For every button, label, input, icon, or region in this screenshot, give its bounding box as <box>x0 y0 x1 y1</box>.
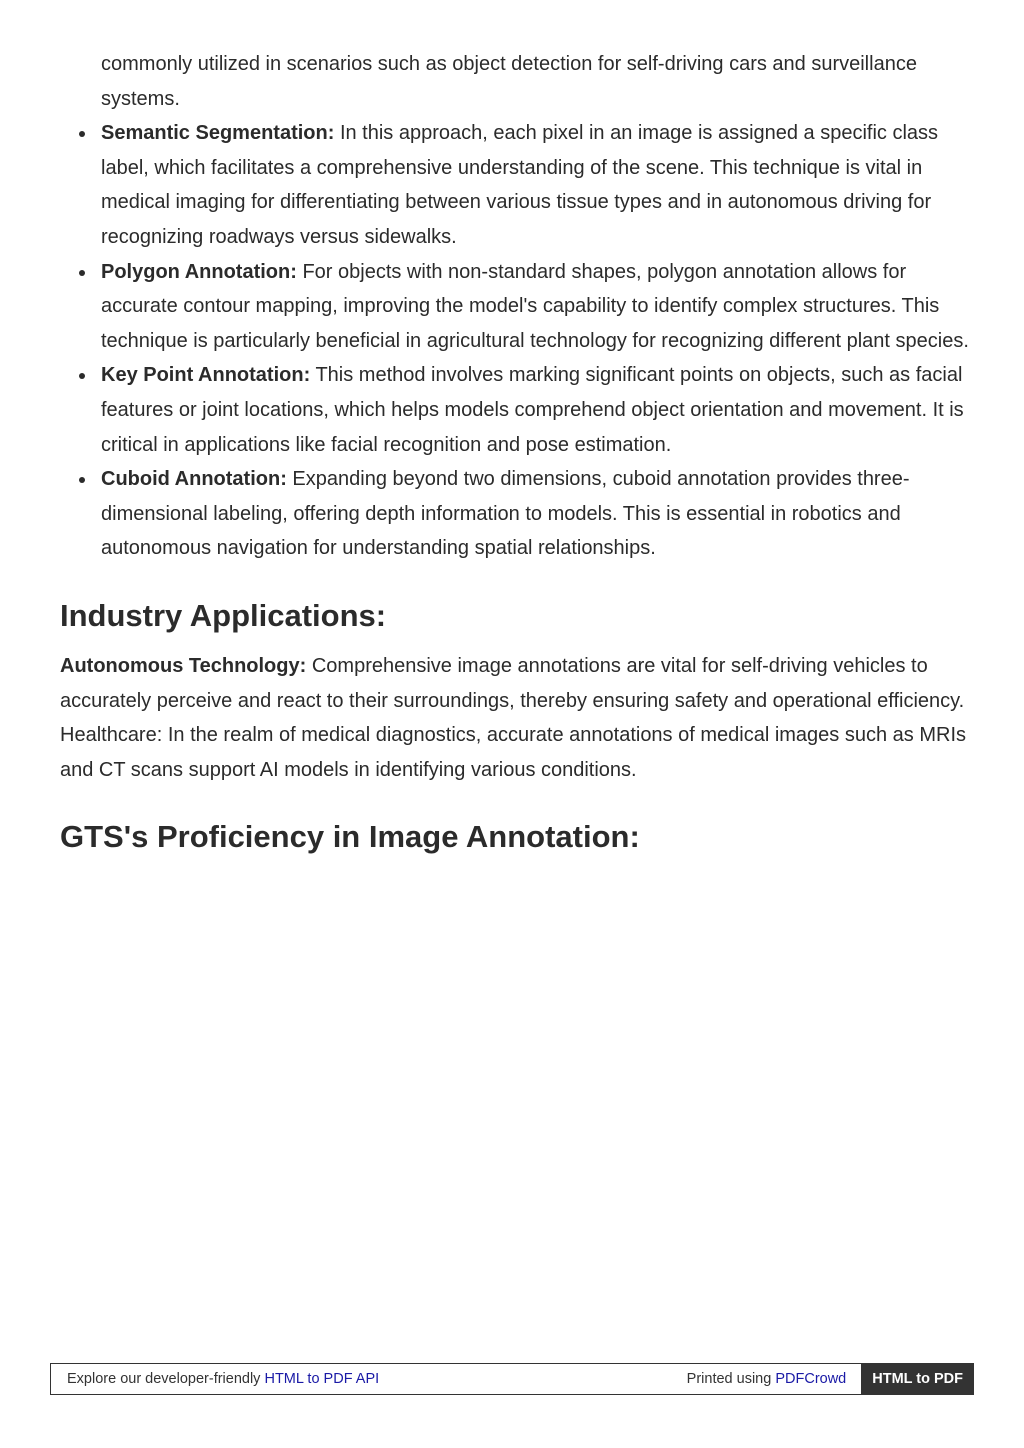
html-to-pdf-badge[interactable]: HTML to PDF <box>861 1363 974 1395</box>
list-item-term: Semantic Segmentation: <box>101 122 335 145</box>
list-item-text: In this approach, each pixel in an image is assigned a specific class label, which facilitates a comprehensive understanding of the scene. This technique is vital in medical imaging for differentiating between various tissue types and in autonomous driving for recognizing roadways versus sidewalks. <box>101 122 939 248</box>
list-item <box>60 358 972 462</box>
list-item-text: For objects with non-standard shapes, polygon annotation allows for accurate contour mapping, improving the model's capability to identify complex structures. This technique is particularly beneficial in agricultural technology for recognizing different plant species. <box>101 260 969 352</box>
pdfcrowd-link[interactable]: PDFCrowd <box>775 1371 847 1387</box>
list-item-text: This method involves marking significant points on objects, such as facial features or joint locations, which helps models comprehend object orientation and movement. It is critical in applications like facial recognition and pose estimation. <box>101 364 964 456</box>
autonomous-term: Autonomous Technology: <box>60 654 307 677</box>
list-item-text: Expanding beyond two dimensions, cuboid annotation provides three-dimensional labeling, offering depth information to models. This is essential in robotics and autonomous navigation for understanding spatial relationships. <box>101 468 910 560</box>
list-item <box>60 116 972 254</box>
pdfcrowd-footer <box>50 1363 974 1395</box>
gts-proficiency-heading: GTS's Proficiency in Image Annotation: <box>60 819 640 855</box>
html-to-pdf-api-link[interactable]: HTML to PDF API <box>264 1371 380 1387</box>
list-item-term: Polygon Annotation: <box>101 260 297 283</box>
list-item-term: Key Point Annotation: <box>101 364 311 387</box>
footer-explore <box>51 1371 687 1387</box>
footer-printed <box>687 1371 862 1387</box>
industry-applications-heading: Industry Applications: <box>60 597 387 633</box>
autonomous-text: Comprehensive image annotations are vital for self-driving vehicles to accurately perceive and react to their surroundings, thereby ensuring safety and operational efficiency. <box>60 654 965 712</box>
industry-applications-body <box>60 649 972 787</box>
healthcare-paragraph: Healthcare: In the realm of medical diagnostics, accurate annotations of medical images such as MRIs and CT scans support AI models in identifying various conditions. <box>60 724 966 781</box>
list-item <box>60 255 972 359</box>
list-item-text: commonly utilized in scenarios such as object detection for self-driving cars and surveillance systems. <box>101 53 917 110</box>
document-page <box>60 47 972 857</box>
list-item <box>60 47 972 116</box>
technique-list <box>60 47 972 566</box>
list-item-term: Cuboid Annotation: <box>101 468 287 491</box>
list-item <box>60 462 972 566</box>
footer-printed-text: Printed using <box>686 1371 776 1387</box>
footer-explore-text: Explore our developer-friendly <box>67 1371 265 1387</box>
autonomous-paragraph <box>60 649 972 718</box>
